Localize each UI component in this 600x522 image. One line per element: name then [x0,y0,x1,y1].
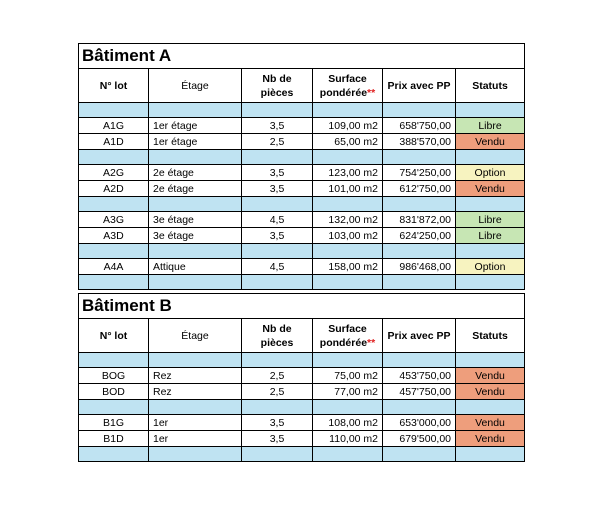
lot-surface: 109,00 m2 [313,118,383,134]
status-badge: Option [456,259,525,275]
lot-number: BOG [79,368,149,384]
lot-row [79,165,525,181]
separator-cell [383,447,456,462]
separator-cell [383,353,456,368]
header-etage: Étage [149,319,242,353]
status-badge: Libre [456,228,525,244]
lot-pieces: 3,5 [242,165,313,181]
lot-surface: 65,00 m2 [313,134,383,150]
header-nb-line2: pièces [260,336,294,349]
separator-cell [149,197,242,212]
separator-cell [242,275,313,290]
batiment-b-header-row [79,319,525,353]
lot-prix: 679'500,00 [383,431,456,447]
header-nb-pieces [242,69,313,103]
lot-pieces: 4,5 [242,259,313,275]
lot-etage: 1er étage [149,118,242,134]
separator-cell [313,400,383,415]
lot-prix: 658'750,00 [383,118,456,134]
separator-cell [313,150,383,165]
separator-cell [149,103,242,118]
batiment-b-title: Bâtiment B [79,294,242,319]
lot-row [79,415,525,431]
lot-etage: Rez [149,384,242,400]
separator-cell [313,103,383,118]
header-nb-pieces [242,319,313,353]
status-badge: Vendu [456,181,525,197]
status-badge: Vendu [456,431,525,447]
separator-cell [149,353,242,368]
header-nb-line1: Nb de [262,72,292,85]
header-surface-line2: pondérée [319,86,368,99]
lot-pieces: 3,5 [242,431,313,447]
lot-surface: 108,00 m2 [313,415,383,431]
lot-row [79,384,525,400]
lot-prix: 831'872,00 [383,212,456,228]
status-badge: Vendu [456,134,525,150]
separator-cell [242,400,313,415]
lot-row [79,228,525,244]
separator-cell [383,150,456,165]
batiment-b-body [79,294,525,462]
separator-cell [383,400,456,415]
separator-cell [383,244,456,259]
lot-number: A2G [79,165,149,181]
batiment-a-body [79,44,525,290]
header-statuts: Statuts [456,69,525,103]
lot-prix: 453'750,00 [383,368,456,384]
lot-prix: 653'000,00 [383,415,456,431]
lot-pieces: 2,5 [242,368,313,384]
lot-surface: 158,00 m2 [313,259,383,275]
lot-number: B1G [79,415,149,431]
lot-pieces: 2,5 [242,384,313,400]
header-surface-line1: Surface [328,322,367,335]
lot-row [79,259,525,275]
separator-cell [79,150,149,165]
lot-number: A1D [79,134,149,150]
status-badge: Option [456,165,525,181]
separator-cell [149,150,242,165]
separator-cell [383,103,456,118]
lot-surface: 101,00 m2 [313,181,383,197]
lot-pieces: 3,5 [242,228,313,244]
lot-pieces: 3,5 [242,415,313,431]
lot-etage: 1er étage [149,134,242,150]
separator-cell [242,447,313,462]
lot-prix: 624'250,00 [383,228,456,244]
batiment-b-table [78,293,525,462]
separator-cell [242,150,313,165]
separator-cell [79,244,149,259]
lot-pieces: 3,5 [242,118,313,134]
lot-row [79,212,525,228]
separator-cell [456,447,525,462]
header-lot: N° lot [79,319,149,353]
lot-number: A3G [79,212,149,228]
batiment-a-title: Bâtiment A [79,44,242,69]
separator-cell [149,447,242,462]
lot-surface: 75,00 m2 [313,368,383,384]
lot-etage: 1er [149,431,242,447]
lot-number: B1D [79,431,149,447]
lot-number: A2D [79,181,149,197]
header-surface-line2: pondérée [319,336,368,349]
batiment-a-header-row [79,69,525,103]
separator-cell [456,400,525,415]
separator-cell [383,275,456,290]
lot-prix: 612'750,00 [383,181,456,197]
lot-pieces: 4,5 [242,212,313,228]
lot-etage: 3e étage [149,228,242,244]
separator-cell [79,447,149,462]
lot-etage: 2e étage [149,165,242,181]
status-badge: Vendu [456,384,525,400]
lot-prix: 457'750,00 [383,384,456,400]
lot-number: A4A [79,259,149,275]
header-nb-line2: pièces [260,86,294,99]
header-statuts: Statuts [456,319,525,353]
status-badge: Vendu [456,415,525,431]
separator-row [79,103,525,118]
status-badge: Libre [456,212,525,228]
separator-cell [149,275,242,290]
separator-cell [383,197,456,212]
lot-row [79,431,525,447]
batiment-a-title-row [79,44,525,69]
separator-row [79,150,525,165]
header-surface-line1: Surface [328,72,367,85]
separator-row [79,197,525,212]
separator-cell [79,400,149,415]
separator-row [79,244,525,259]
separator-cell [242,244,313,259]
separator-cell [313,244,383,259]
lot-surface: 123,00 m2 [313,165,383,181]
separator-cell [79,353,149,368]
separator-row [79,400,525,415]
separator-cell [456,244,525,259]
lot-row [79,368,525,384]
separator-cell [313,447,383,462]
lot-etage: Attique [149,259,242,275]
lot-etage: 2e étage [149,181,242,197]
separator-cell [242,103,313,118]
lot-number: A3D [79,228,149,244]
lot-prix: 388'570,00 [383,134,456,150]
separator-row [79,447,525,462]
lot-row [79,134,525,150]
separator-cell [79,103,149,118]
separator-cell [149,400,242,415]
lot-prix: 986'468,00 [383,259,456,275]
separator-cell [79,275,149,290]
lot-row [79,118,525,134]
lot-number: BOD [79,384,149,400]
header-lot: N° lot [79,69,149,103]
header-etage: Étage [149,69,242,103]
separator-cell [313,275,383,290]
separator-cell [79,197,149,212]
status-badge: Libre [456,118,525,134]
separator-cell [242,353,313,368]
header-nb-line1: Nb de [262,322,292,335]
separator-cell [456,353,525,368]
separator-cell [456,275,525,290]
lot-etage: 1er [149,415,242,431]
batiment-b-title-row [79,294,525,319]
header-surface [313,69,383,103]
lot-surface: 103,00 m2 [313,228,383,244]
lot-pieces: 2,5 [242,134,313,150]
lot-row [79,181,525,197]
separator-cell [242,197,313,212]
batiment-a-table [78,43,525,290]
status-badge: Vendu [456,368,525,384]
lot-surface: 77,00 m2 [313,384,383,400]
separator-cell [313,197,383,212]
separator-cell [456,197,525,212]
lot-surface: 132,00 m2 [313,212,383,228]
separator-cell [149,244,242,259]
separator-cell [313,353,383,368]
separator-cell [456,103,525,118]
lot-pieces: 3,5 [242,181,313,197]
separator-cell [456,150,525,165]
separator-row [79,353,525,368]
lot-etage: 3e étage [149,212,242,228]
header-prix: Prix avec PP [383,319,456,353]
lot-etage: Rez [149,368,242,384]
header-prix: Prix avec PP [383,69,456,103]
header-surface-stars: ** [367,336,376,349]
separator-row [79,275,525,290]
header-surface [313,319,383,353]
lot-number: A1G [79,118,149,134]
header-surface-stars: ** [367,86,376,99]
lot-surface: 110,00 m2 [313,431,383,447]
lot-prix: 754'250,00 [383,165,456,181]
